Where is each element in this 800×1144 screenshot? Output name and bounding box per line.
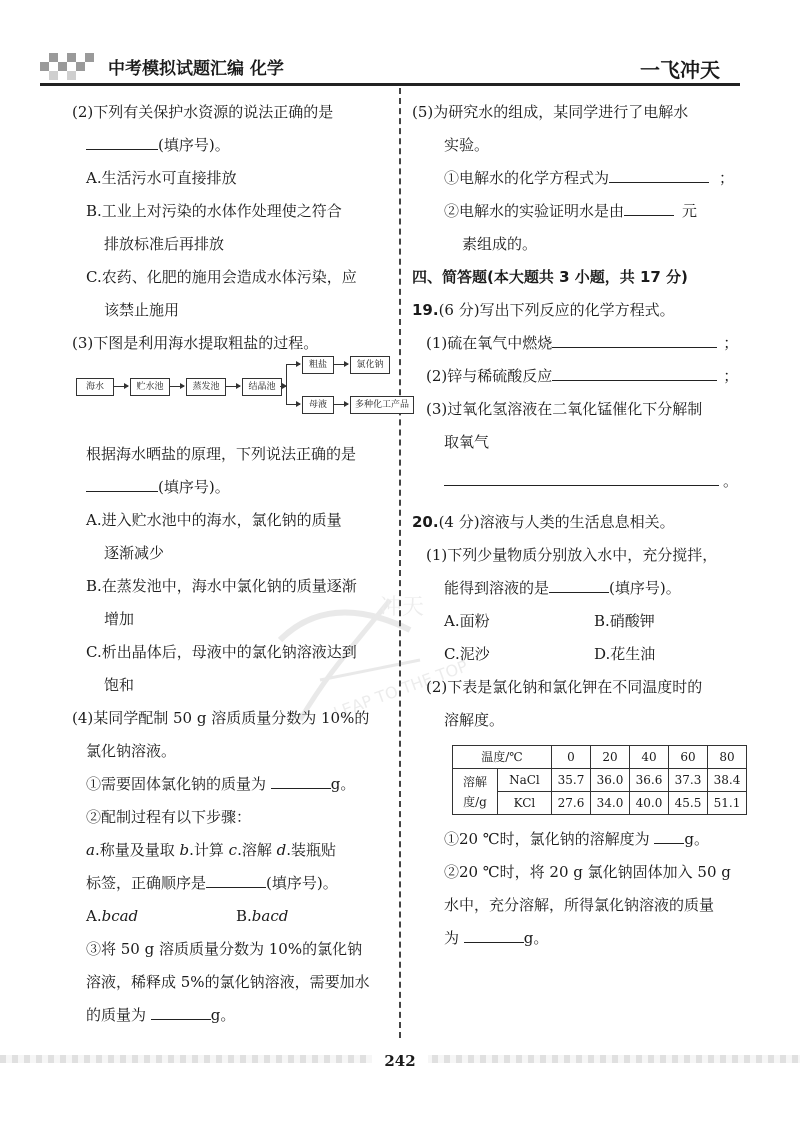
flow-evaporation-pool: 蒸发池 — [186, 378, 226, 396]
answer-blank[interactable] — [654, 825, 684, 844]
q4-stem-cont: 氯化钠溶液。 — [86, 742, 177, 760]
table-header-row — [453, 746, 747, 769]
q2-option-c-cont: 该禁止施用 — [104, 301, 180, 319]
q5-stem-cont: 实验。 — [444, 136, 490, 154]
table-header-temp: 温度/℃ — [453, 746, 552, 769]
brand-logo: 一飞冲天 — [640, 58, 720, 82]
q19-part3: (3)过氧化氢溶液在二氧化锰催化下分解制 — [426, 400, 703, 418]
q19-part1: (1)硫在氧气中燃烧 ； — [412, 327, 747, 360]
answer-blank[interactable] — [552, 329, 717, 348]
q19-part3-cont: 取氧气 — [444, 433, 490, 451]
section-heading: 四、简答题(本大题共 3 小题，共 17 分) — [412, 268, 688, 286]
answer-blank[interactable] — [609, 164, 709, 183]
flow-arrow — [170, 386, 184, 387]
table-cell: 36.6 — [630, 769, 669, 792]
q20-option-a: A.面粉 — [444, 612, 490, 630]
page-number: 242 — [372, 1052, 428, 1070]
q2-stem: (2)下列有关保护水资源的说法正确的是 — [72, 103, 334, 121]
table-cell: 51.1 — [708, 792, 747, 815]
column-divider — [399, 88, 401, 1038]
q20-option-b: B.硝酸钾 — [594, 612, 655, 630]
q3-option-a-cont: 逐渐减少 — [104, 544, 165, 562]
table-cell: 40.0 — [630, 792, 669, 815]
flow-connector — [280, 386, 286, 387]
q3-option-b: B.在蒸发池中，海水中氯化钠的质量逐渐 — [86, 577, 357, 595]
table-cell: 34.0 — [591, 792, 630, 815]
table-row — [453, 769, 747, 792]
header-rule — [40, 83, 740, 86]
q20-part1: (1)下列少量物质分别放入水中，充分搅拌， — [426, 546, 718, 564]
flow-crystallization-pool: 结晶池 — [242, 378, 282, 396]
answer-blank[interactable] — [549, 574, 609, 593]
q20-option-d: D.花生油 — [594, 645, 656, 663]
q2-option-c: C.农药、化肥的施用会造成水体污染，应 — [86, 268, 357, 286]
table-cell: 27.6 — [552, 792, 591, 815]
table-row — [453, 792, 747, 815]
table-cell: 0 — [552, 746, 591, 769]
flow-arrow — [226, 386, 240, 387]
flow-sodium-chloride: 氯化钠 — [350, 356, 390, 374]
q4-stem: (4)某同学配制 50 g 溶质质量分数为 10%的 — [72, 709, 370, 727]
table-row-label: KCl — [497, 792, 551, 815]
q4-option-a: A.bcad — [86, 907, 139, 925]
table-cell: 45.5 — [669, 792, 708, 815]
solubility-table — [452, 745, 747, 815]
flow-arrow — [286, 404, 300, 405]
q5-part2-cont: 素组成的。 — [462, 235, 538, 253]
answer-blank[interactable] — [444, 467, 719, 486]
q4-step3-answer: 的质量为 g。 — [72, 999, 387, 1032]
table-header-solubility: 溶解 度/g — [453, 769, 498, 815]
table-cell: 60 — [669, 746, 708, 769]
q20-options-row2 — [412, 638, 747, 671]
table-cell: 36.0 — [591, 769, 630, 792]
flow-arrow — [114, 386, 128, 387]
q4-step1: ①需要固体氯化钠的质量为 g。 — [72, 768, 387, 801]
q4-option-b: B.bacd — [236, 907, 289, 925]
table-row-label: NaCl — [497, 769, 551, 792]
q4-steps-order: 标签，正确顺序是 (填序号)。 — [72, 867, 387, 900]
watermark-en-text: LEAP TO THE TOP — [331, 656, 471, 723]
answer-blank[interactable] — [86, 473, 158, 492]
q2-option-b-cont: 排放标准后再排放 — [104, 235, 225, 253]
answer-blank[interactable] — [552, 362, 717, 381]
answer-blank[interactable] — [86, 131, 158, 150]
answer-blank[interactable] — [206, 869, 266, 888]
q3-question: 根据海水晒盐的原理，下列说法正确的是 — [86, 445, 357, 463]
q4-step3-cont: 溶液，稀释成 5%的氯化钠溶液，需要加水 — [86, 973, 370, 991]
q3-option-c-cont: 饱和 — [104, 676, 135, 694]
q4-order-options — [72, 900, 387, 933]
q2-option-a: A.生活污水可直接排放 — [86, 169, 237, 187]
q4-step2: ②配制过程有以下步骤： — [86, 808, 252, 826]
table-cell: 80 — [708, 746, 747, 769]
q5-part2: ②电解水的实验证明水是由 元 — [412, 195, 747, 228]
q20-sub2-answer: 为 g。 — [412, 922, 747, 955]
table-cell: 40 — [630, 746, 669, 769]
flow-seawater: 海水 — [76, 378, 114, 396]
flow-storage-pool: 贮水池 — [130, 378, 170, 396]
table-cell: 38.4 — [708, 769, 747, 792]
flow-chemical-products: 多种化工产品 — [350, 396, 414, 414]
q20-head: 20.(4 分)溶液与人类的生活息息相关。 — [412, 513, 675, 531]
answer-blank[interactable] — [624, 197, 674, 216]
series-title: 中考模拟试题汇编 化学 — [108, 59, 284, 79]
table-cell: 35.7 — [552, 769, 591, 792]
right-column — [412, 96, 747, 955]
q20-options-row1 — [412, 605, 747, 638]
answer-blank[interactable] — [464, 924, 524, 943]
q19-head: 19.(6 分)写出下列反应的化学方程式。 — [412, 301, 675, 319]
q20-sub2-cont: 水中，充分溶解，所得氯化钠溶液的质量 — [444, 896, 715, 914]
q5-stem: (5)为研究水的组成，某同学进行了电解水 — [412, 103, 689, 121]
q2-option-b: B.工业上对污染的水体作处理使之符合 — [86, 202, 342, 220]
q5-part1: ①电解水的化学方程式为 ； — [412, 162, 747, 195]
q20-option-c: C.泥沙 — [444, 645, 490, 663]
q4-steps-list: a.称量及量取 b.计算 c.溶解 d.装瓶贴 — [86, 841, 336, 859]
q20-sub2: ②20 ℃时，将 20 g 氯化钠固体加入 50 g — [444, 863, 731, 881]
q3-answer-line: (填序号)。 — [72, 471, 387, 504]
salt-flow-diagram — [72, 360, 409, 420]
q20-part1-answer: 能得到溶液的是 (填序号)。 — [412, 572, 747, 605]
q3-option-a: A.进入贮水池中的海水，氯化钠的质量 — [86, 511, 342, 529]
flow-mother-liquor: 母液 — [302, 396, 334, 414]
watermark-cn-text: 冲天 — [380, 595, 425, 620]
q4-step3: ③将 50 g 溶质质量分数为 10%的氯化钠 — [86, 940, 363, 958]
table-cell: 37.3 — [669, 769, 708, 792]
q3-option-c: C.析出晶体后，母液中的氯化钠溶液达到 — [86, 643, 357, 661]
answer-blank[interactable] — [151, 1001, 211, 1020]
flow-arrow — [334, 364, 348, 365]
answer-blank[interactable] — [271, 770, 331, 789]
q19-part3-answer: 。 — [412, 465, 747, 498]
header-checker-decoration — [40, 50, 100, 80]
flow-arrow — [286, 364, 300, 365]
q20-sub1: ①20 ℃时，氯化钠的溶解度为 g。 — [412, 823, 747, 856]
q3-option-b-cont: 增加 — [104, 610, 135, 628]
flow-arrow — [334, 404, 348, 405]
q20-part2: (2)下表是氯化钠和氯化钾在不同温度时的 — [426, 678, 703, 696]
q2-answer-line: (填序号)。 — [72, 129, 387, 162]
q20-part2-cont: 溶解度。 — [444, 711, 505, 729]
q19-part2: (2)锌与稀硫酸反应 ； — [412, 360, 747, 393]
q3-stem: (3)下图是利用海水提取粗盐的过程。 — [72, 334, 319, 352]
table-cell: 20 — [591, 746, 630, 769]
flow-crude-salt: 粗盐 — [302, 356, 334, 374]
